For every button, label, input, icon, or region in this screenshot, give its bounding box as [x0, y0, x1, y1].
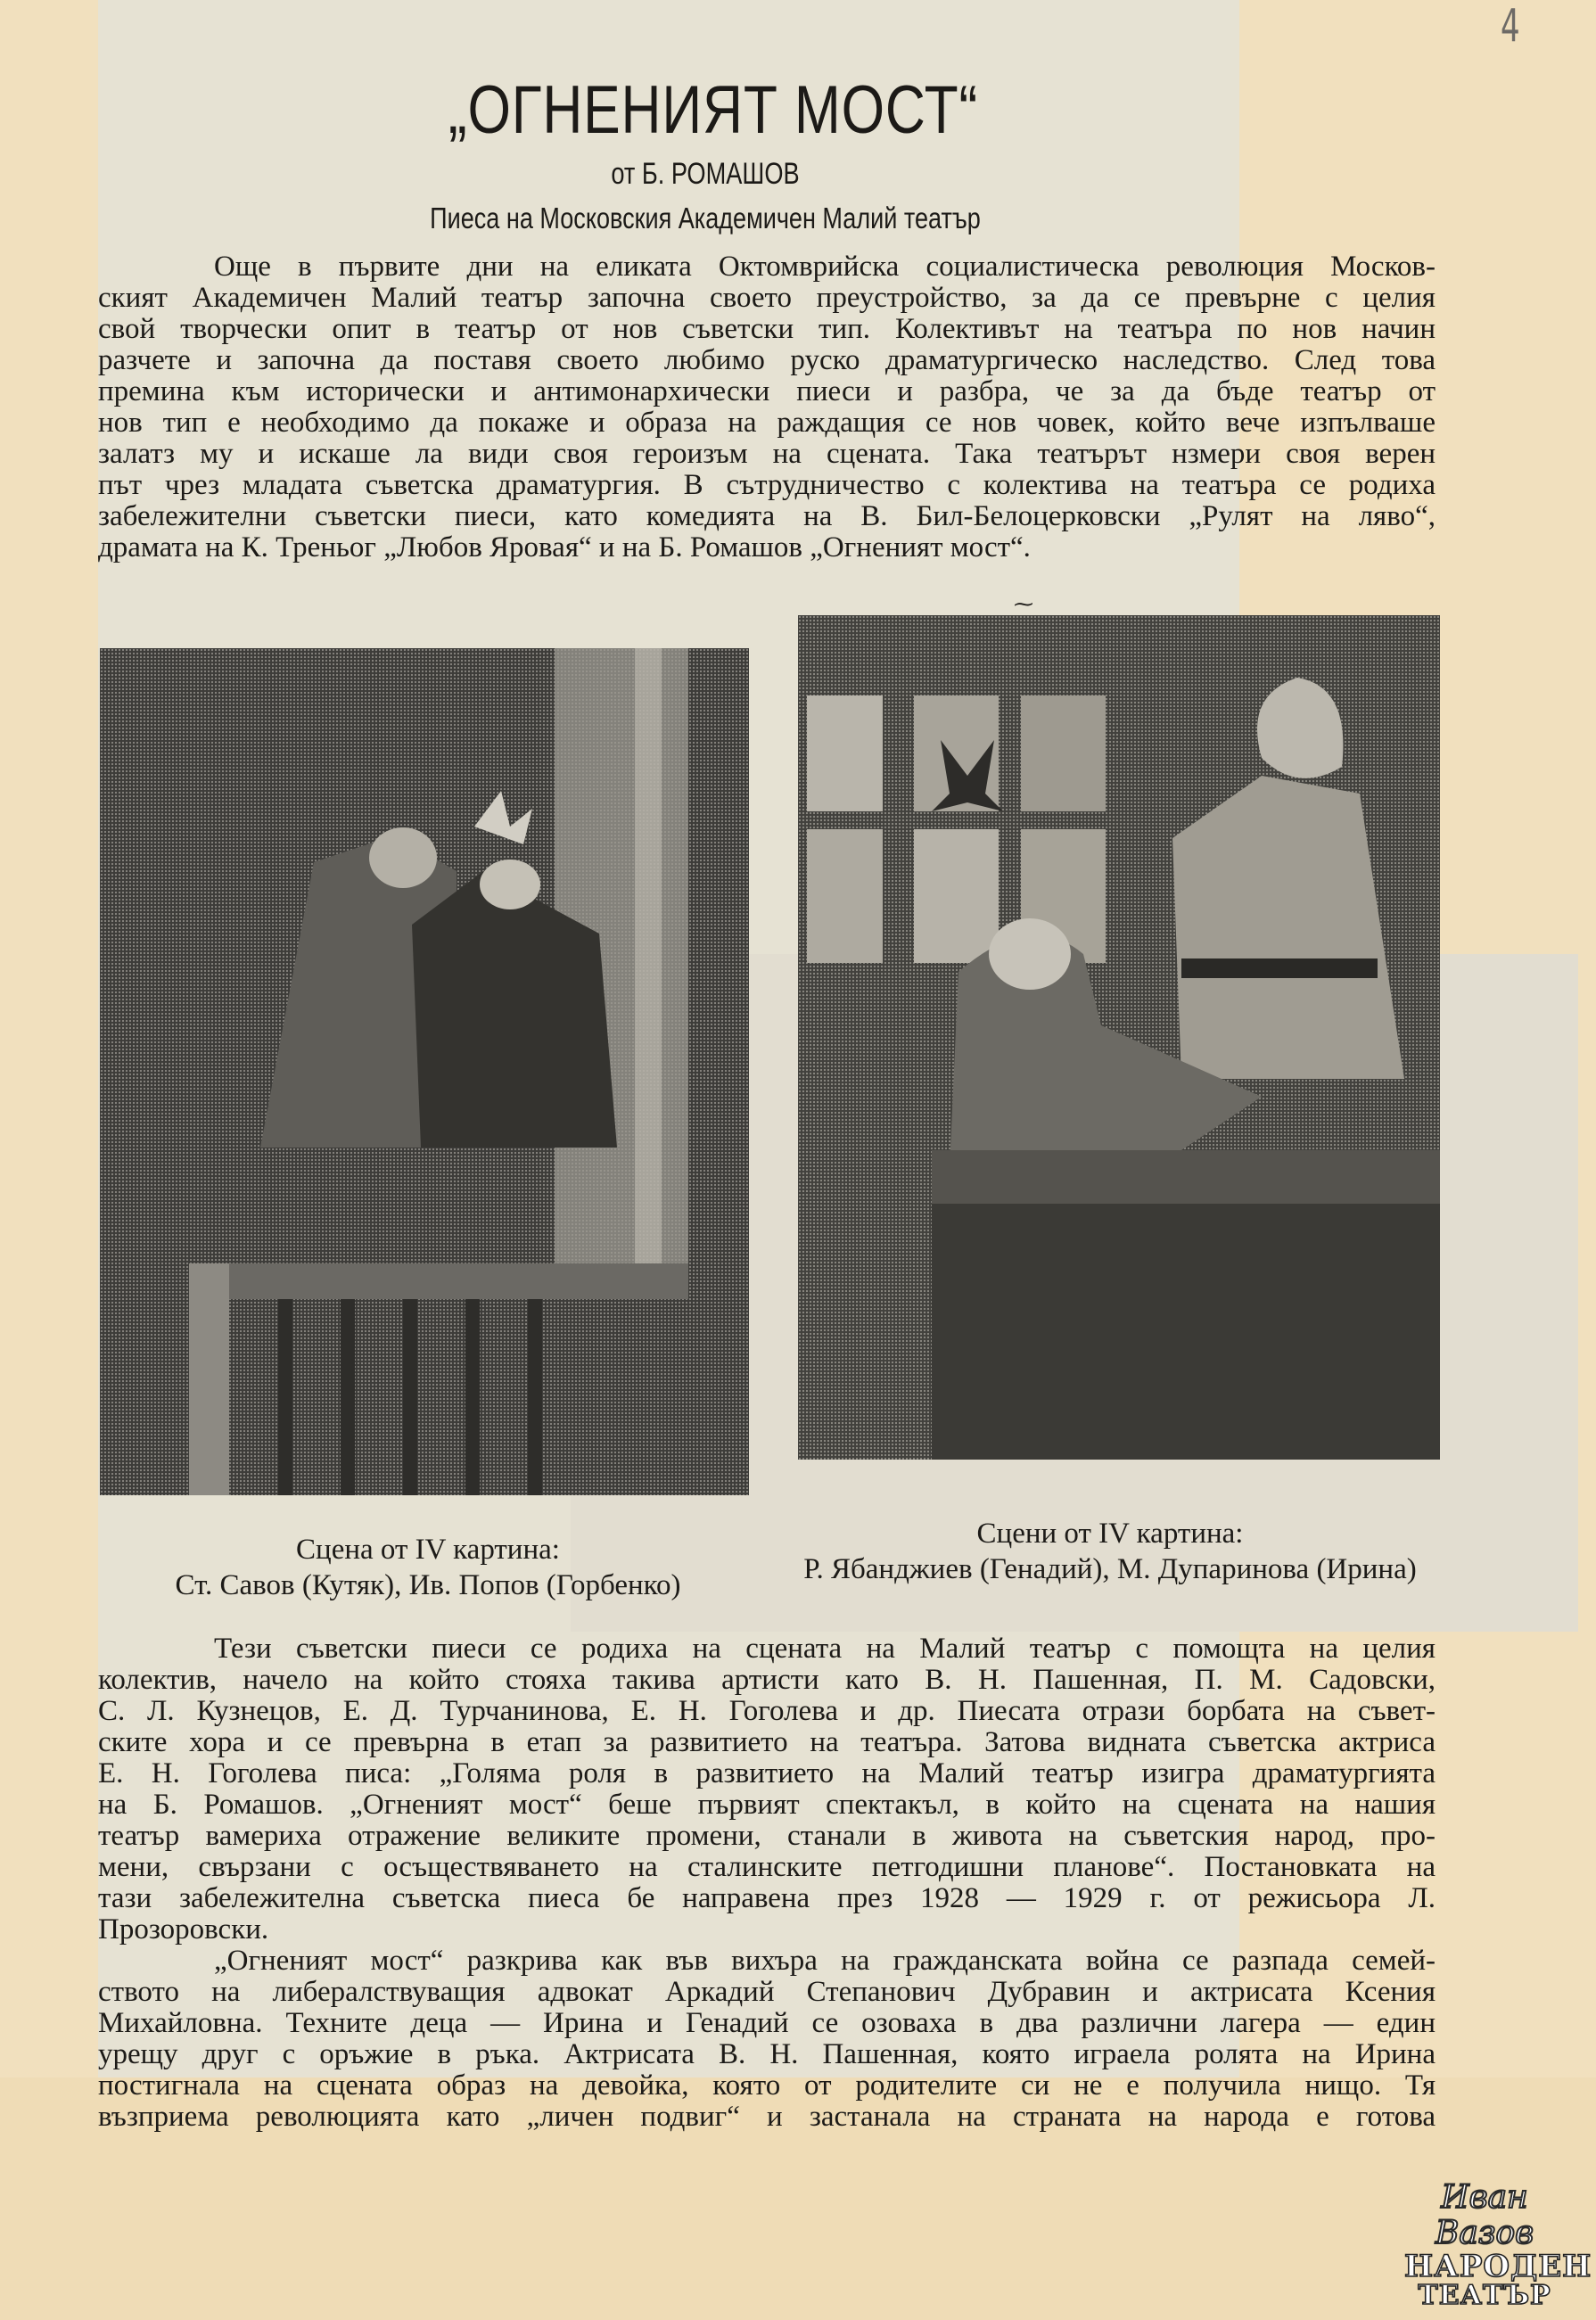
- text-line: колектив, начело на който стояха такива артисти като В. Н. Пашенная, П. М. Садовски,: [98, 1664, 1436, 1696]
- logo-script: Иван Вазов: [1435, 2179, 1534, 2251]
- text-line: постигнала на сцената образ на девойка, която от родителите си не е получила нищо. Тя: [98, 2069, 1436, 2102]
- text-line: забележителни съветски пиеси, като комедията на В. Бил-Белоцерковски „Рулят на ляво“,: [98, 500, 1436, 532]
- text-line: ските хора и се превърна в етап за развитието на театъра. Затова видната съветска актриса: [98, 1726, 1436, 1758]
- national-theatre-logo: [1404, 2179, 1592, 2311]
- text-line: залатз му и искаше ла види своя героизъм на сцената. Така театърът нзмери своя верен: [98, 438, 1436, 470]
- subtitle: Пиеса на Московския Академичен Малий театър: [430, 202, 981, 234]
- text-line: Прозоровски.: [98, 1913, 269, 1946]
- text-line: ският Академичен Малий театър започна своето преустройство, за да се превърне с целия: [98, 282, 1436, 314]
- text-line: път чрез младата съветска драматургия. В сътрудничество с колектива на театъра се родиха: [98, 469, 1436, 501]
- caption-cast: Ст. Савов (Кутяк), Ив. Попов (Горбенко): [175, 1569, 681, 1601]
- text-line: нов тип е необходимо да покаже и образа на раждащия се нов човек, който вече изпълваше: [98, 407, 1436, 439]
- text-line: Тези съветски пиеси се родиха на сцената на Малий театър с помощта на целия: [214, 1633, 1436, 1665]
- text-line: Михайловна. Техните деца — Ирина и Генадий се озоваха в два различни лагера — един: [98, 2007, 1436, 2039]
- text-line: свой творчески опит в театър от нов съветски тип. Колективът на театъра по нов начин: [98, 313, 1436, 345]
- caption-scene: Сцена от IV картина:: [296, 1534, 560, 1566]
- logo-line-1: НАРОДЕН: [1404, 2249, 1592, 2284]
- stage-photo-left-image: [100, 648, 749, 1495]
- text-line: разчете и започна да поставя своето любимо руско драматургическо наследство. След това: [98, 344, 1436, 376]
- text-line: мени, свързани с осъществяването на сталинските петгодишни планове“. Постановката на: [98, 1851, 1436, 1883]
- text-line: премина към исторически и антимонархически пиеси и разбра, че за да бъде театър от: [98, 375, 1436, 407]
- stage-photo-right: [798, 615, 1440, 1460]
- photo-caption-left: [98, 1532, 758, 1603]
- stage-photo-left: [100, 648, 749, 1495]
- print-mark: ⁓: [1014, 593, 1033, 615]
- text-line: Още в първите дни на еликата Октомврийска социалистическа революция Москов-: [214, 251, 1436, 283]
- author-line: от Б. РОМАШОВ: [611, 157, 800, 191]
- logo-line-2: ТЕАТЪР: [1418, 2280, 1551, 2311]
- caption-cast: Р. Ябанджиев (Генадий), М. Дупаринова (Ирина): [803, 1553, 1417, 1585]
- text-line: на Б. Ромашов. „Огненият мост“ беше първият спектакъл, в който на сцената на нашия: [98, 1789, 1436, 1821]
- text-line: „Огненият мост“ разкрива как във вихъра на гражданската война се разпада семей-: [214, 1945, 1436, 1977]
- text-line: Е. Н. Гоголева писа: „Голяма роля в развитието на Малий театър изигра драматургията: [98, 1757, 1436, 1789]
- text-line: театър вамериха отражение великите промени, станали в живота на съветския народ, про-: [98, 1820, 1436, 1852]
- text-line: възприема революцията като „личен подвиг“ и застанала на страната на народа е готова: [98, 2101, 1436, 2133]
- text-line: драмата на К. Треньог „Любов Яровая“ и на Б. Ромашов „Огненият мост“.: [98, 531, 1031, 564]
- photo-caption-right: [762, 1516, 1458, 1587]
- body-paragraphs: [98, 1633, 1436, 2133]
- stage-photo-right-image: [798, 615, 1440, 1460]
- intro-paragraph: [98, 251, 1436, 564]
- page-title: „ОГНЕНИЯТ МОСТ“: [448, 72, 979, 148]
- text-line: тази забележителна съветска пиеса бе направена през 1928 — 1929 г. от режисьора Л.: [98, 1882, 1436, 1914]
- text-line: урещу друг с оръжие в ръка. Актрисата В. Н. Пашенная, която играела ролята на Ирина: [98, 2038, 1436, 2070]
- text-line: С. Л. Кузнецов, Е. Д. Турчанинова, Е. Н. Гоголева и др. Пиесата отрази борбата на съвет-: [98, 1695, 1436, 1727]
- page-number-mark: 4: [1501, 0, 1520, 53]
- caption-scene: Сцени от IV картина:: [976, 1518, 1244, 1550]
- text-line: ството на либералствуващия адвокат Аркадий Степанович Дубравин и актрисата Ксения: [98, 1976, 1436, 2008]
